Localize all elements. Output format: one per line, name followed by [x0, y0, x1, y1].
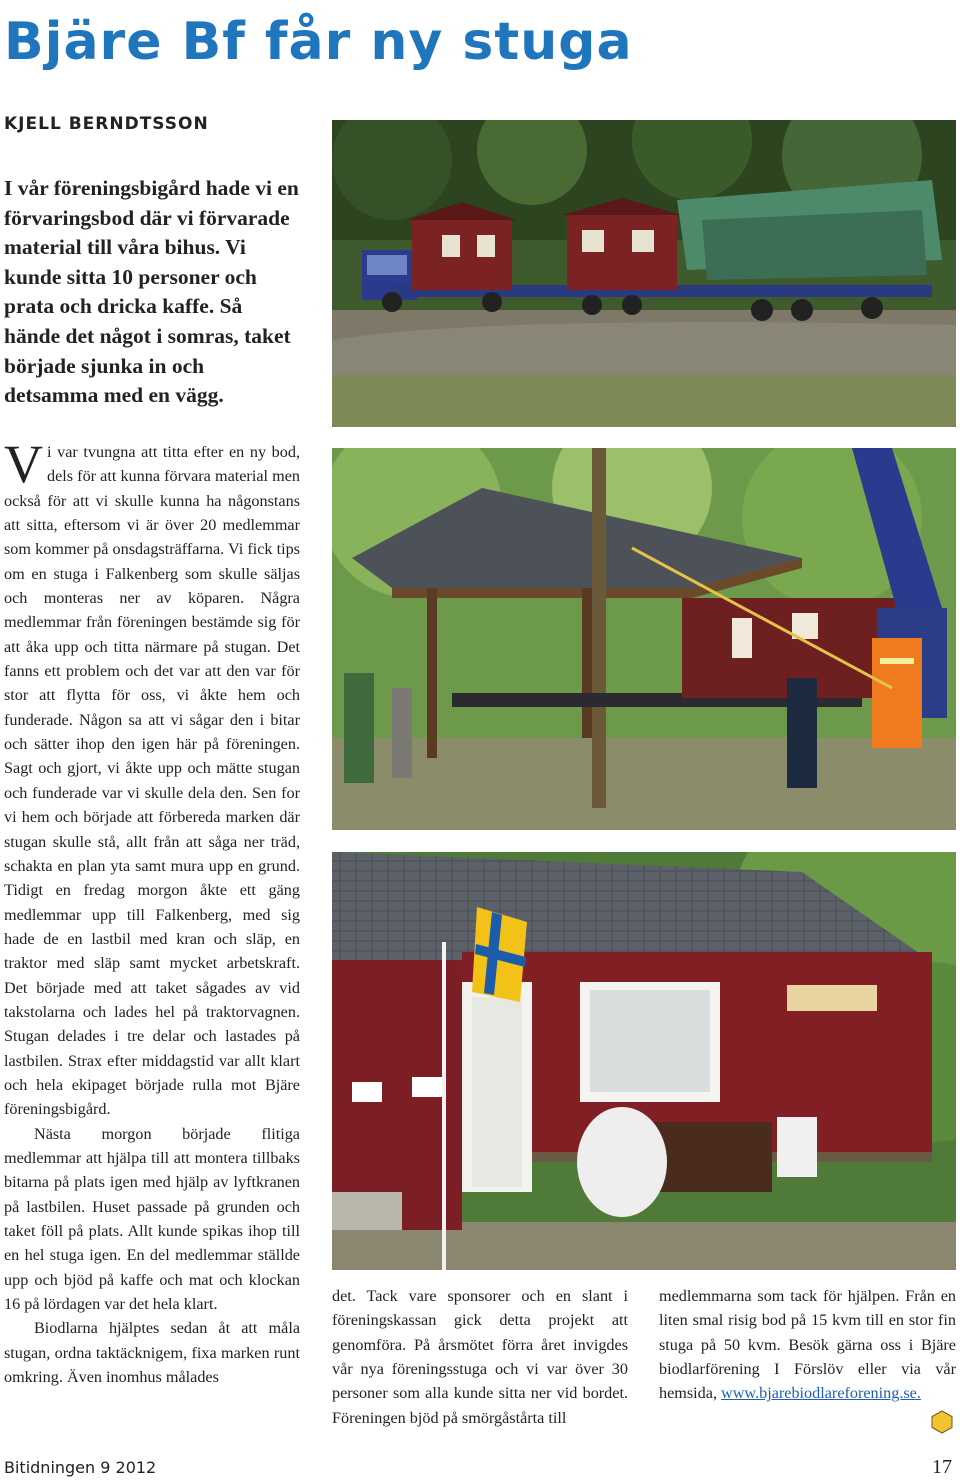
body-paragraph-5-text: medlemmarna som tack för hjälpen. Från en liten smal risig bod på 15 kvm till en stor fin stuga på 50 kvm. Besök gärna oss i Bjäre biodlarförening I Förslöv eller via vår hemsida,: [659, 1287, 956, 1403]
body-paragraph-2: Nästa morgon började flitiga medlemmar att hjälpa till att montera tillbaks bitarna på plats igen med hjälp av lyftkranen på lastbilen. Huset passade på grunden och taket föll på plats. Allt kunde spikas ihop till en hel stuga igen. En del medlemmar ställde upp och bjöd på kaffe och mat och klockan 16 på lördagen var det hela klart.: [4, 1124, 300, 1314]
article-headline: Bjäre Bf får ny stuga: [4, 12, 633, 72]
body-column-1: [4, 434, 300, 1389]
body-paragraph-1-text: i var tvungna att titta efter en ny bod, dels för att kunna förvara material men också för att vi skulle kunna ha någonstans att sitta, eftersom vi är över 20 medlemmar som kommer på onsdagsträffarna. Vi fick tips om en stuga i Falkenberg som skulle säljas och monteras ner av köparen. Några medlemmar från föreningen bestämde sig för att åka upp och titta närmare på stugan. Det fanns ett problem och det var att den var för stor att flytta för oss, vi åkte hem och funderade. Någon sa att vi sågar den i bitar och sätter ihop den igen här på föreningen. Sagt och gjort, vi åkte upp och mätte stugan och funderade var vi skulle dela den. Sen for vi hem och började att förbereda marken där stugan skulle stå, allt från att såga ner träd, schakta en plan yta samt mura upp en grund. Tidigt en fredag morgon åkte ett gäng medlemmar upp till Falkenberg, med sig hade de en lastbil med kran och släp, en traktor med släp samt mycket arbetskraft. Det började med att taket sågades av vid takstolarna och lades hel på traktorvagnen. Stugan delades i tre delar och lastades på lastbilen. Strax efter middagstid var allt klart och hela ekipaget började rulla mot Bjäre föreningsbigård.: [4, 443, 300, 1119]
photo-roof-lift: [332, 448, 956, 830]
drop-cap: V: [4, 434, 43, 494]
author-byline: KJELL BERNDTSSON: [4, 114, 209, 134]
body-paragraph-4: det. Tack vare sponsorer och en slant i föreningskassan gick detta projekt att genomföra. På årsmötet förra året invigdes vår nya föreningsstuga och vi var över 30 personer som alla kunde sitta ner vid bordet. Föreningen bjöd på smörgåstårta till: [332, 1287, 628, 1427]
photo-finished-cabin: [332, 852, 956, 1270]
lead-paragraph: I vår föreningsbigård hade vi en förvaringsbod där vi förvarade material till våra bihus. Vi kunde sitta 10 personer och prata och dricka kaffe. Så hände det något i somras, taket började sjunka in och detsamma med en vägg.: [4, 176, 299, 408]
body-column-2: [332, 1284, 628, 1430]
body-paragraph-1: [4, 434, 300, 1122]
body-paragraph-3: Biodlarna hjälptes sedan åt att måla stugan, ordna taktäcknigem, fixa marken runt omkring. Även inomhus målades: [4, 1319, 300, 1387]
hexagon-end-mark-icon: [930, 1410, 954, 1434]
body-paragraph-5: [659, 1284, 956, 1406]
footer-publication: Bitidningen 9 2012: [4, 1458, 157, 1477]
photo-cabin-transport: [332, 120, 956, 427]
body-column-3: [659, 1284, 956, 1406]
footer-page-number: 17: [932, 1456, 952, 1478]
website-link[interactable]: www.bjarebiodlareforening.se.: [721, 1384, 921, 1403]
